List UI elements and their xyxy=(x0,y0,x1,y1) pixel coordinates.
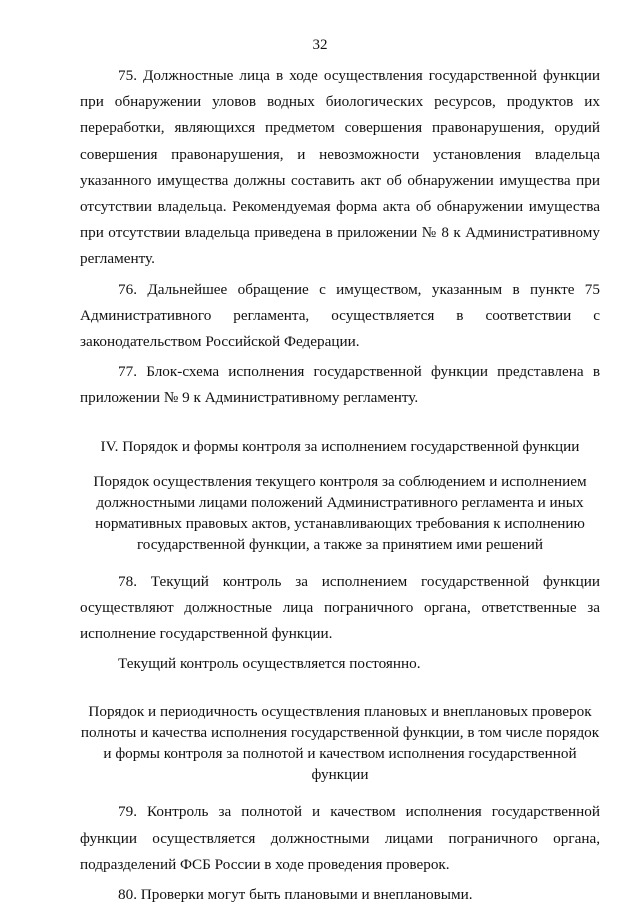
paragraph-79: 79. Контроль за полнотой и качеством исполнения государственной функции осуществляется должностными лицами пограничного органа, подразделений ФСБ России в ходе проведения проверок. xyxy=(80,803,600,873)
subheading-inspections: Порядок и периодичность осуществления плановых и внеплановых проверок полноты и качества исполнения государственной функции, в том числе порядок и формы контроля за полнотой и качеством исполнения государственной функции xyxy=(80,703,600,784)
page-content xyxy=(80,63,600,908)
paragraph-76: 76. Дальнейшее обращение с имуществом, указанным в пункте 75 Административного регламента, осуществляется в соответствии с законодательством Российской Федерации. xyxy=(80,280,600,351)
section-heading-iv: IV. Порядок и формы контроля за исполнением государственной функции xyxy=(100,437,580,455)
subheading-current-control: Порядок осуществления текущего контроля за соблюдением и исполнением должностными лицами положений Административного регламента и иных нормативных правовых актов, устанавливающих требования к исполнению государственной функции, а также за принятием ими решений xyxy=(93,472,587,553)
page-number: 32 xyxy=(312,37,328,53)
paragraph-78: 78. Текущий контроль за исполнением государственной функции осуществляют должностные лица пограничного органа, ответственные за исполнение государственной функции. xyxy=(80,572,600,643)
paragraph-78-continuous: Текущий контроль осуществляется постоянно. xyxy=(118,655,421,673)
paragraph-80: 80. Проверки могут быть плановыми и внеплановыми. xyxy=(118,886,473,904)
paragraph-75: 75. Должностные лица в ходе осуществления государственной функции при обнаружении уловов водных биологических ресурсов, продуктов их переработки, являющихся предметом совершения правонарушения, орудий совершения правонарушения, и невозможности установления владельца указанного имущества должны составить акт об обнаружении имущества при отсутствии владельца. Рекомендуемая форма акта об обнаружении имущества при отсутствии владельца приведена в приложении № 8 к Административному регламенту. xyxy=(80,67,600,268)
paragraph-77: 77. Блок-схема исполнения государственной функции представлена в приложении № 9 к Административному регламенту. xyxy=(80,363,600,407)
